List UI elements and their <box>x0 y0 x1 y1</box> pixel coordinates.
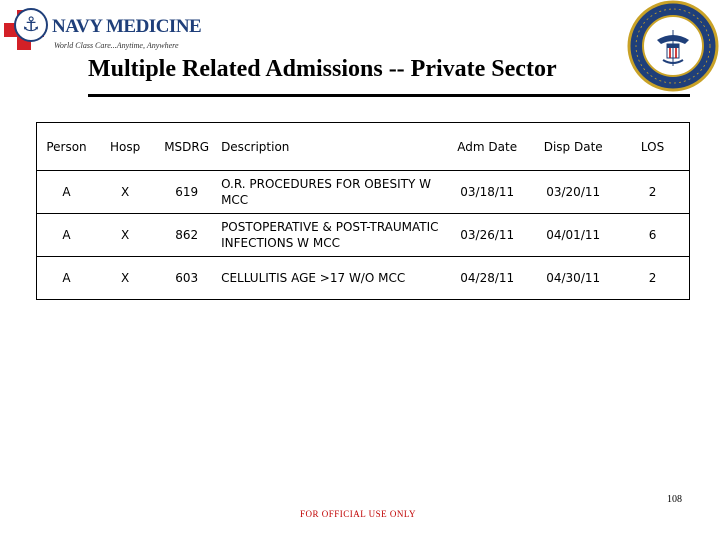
table-row <box>37 257 690 300</box>
header-person: Person <box>37 123 96 171</box>
header-los: LOS <box>616 123 689 171</box>
cell-msdrg: 619 <box>154 171 219 214</box>
footer-classification: FOR OFFICIAL USE ONLY <box>300 509 417 519</box>
anchor-emblem-icon: ⚓ <box>14 8 48 42</box>
slide-title: Multiple Related Admissions -- Private Sector <box>88 56 557 82</box>
cell-adm-date: 03/26/11 <box>444 214 530 257</box>
cell-disp-date: 04/30/11 <box>530 257 616 300</box>
header-msdrg: MSDRG <box>154 123 219 171</box>
navy-medicine-logo <box>4 6 202 52</box>
cell-los: 6 <box>616 214 689 257</box>
admissions-table <box>36 122 690 300</box>
cell-adm-date: 04/28/11 <box>444 257 530 300</box>
cell-msdrg: 862 <box>154 214 219 257</box>
header-disp-date: Disp Date <box>530 123 616 171</box>
cell-hosp: X <box>96 171 154 214</box>
header-description: Description <box>219 123 444 171</box>
cell-person: A <box>37 214 96 257</box>
table-row <box>37 214 690 257</box>
cell-description: O.R. PROCEDURES FOR OBESITY W MCC <box>219 171 444 214</box>
header-adm-date: Adm Date <box>444 123 530 171</box>
logo-tagline: World Class Care...Anytime, Anywhere <box>54 41 179 50</box>
cell-description: POSTOPERATIVE & POST-TRAUMATIC INFECTIONS W MCC <box>219 214 444 257</box>
cell-hosp: X <box>96 257 154 300</box>
cell-disp-date: 04/01/11 <box>530 214 616 257</box>
cell-description: CELLULITIS AGE >17 W/O MCC <box>219 257 444 300</box>
cell-msdrg: 603 <box>154 257 219 300</box>
cell-person: A <box>37 257 96 300</box>
cell-hosp: X <box>96 214 154 257</box>
cell-person: A <box>37 171 96 214</box>
cell-los: 2 <box>616 257 689 300</box>
header-hosp: Hosp <box>96 123 154 171</box>
logo-title: NAVY MEDICINE <box>52 16 202 37</box>
title-divider <box>88 94 690 97</box>
table-row <box>37 171 690 214</box>
cell-adm-date: 03/18/11 <box>444 171 530 214</box>
page-number: 108 <box>667 494 682 505</box>
cell-disp-date: 03/20/11 <box>530 171 616 214</box>
table-header-row <box>37 123 690 171</box>
cell-los: 2 <box>616 171 689 214</box>
navy-seal-icon <box>627 0 719 92</box>
